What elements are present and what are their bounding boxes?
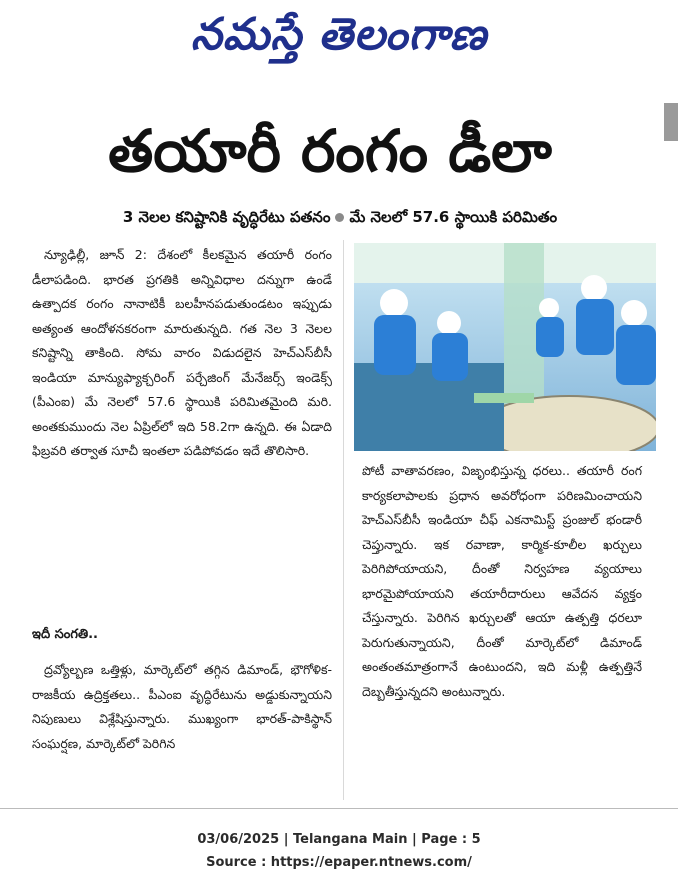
article-section-paragraph: ద్రవ్యోల్బణ ఒత్తిళ్లు, మార్కెట్‌లో తగ్గిన డిమాండ్, భౌగోళిక-రాజకీయ ఉద్రిక్తతలు.. పీఎంఐ వృద్ధిరేటును అడ్డుకున్నాయని నిపుణులు విశ్లేషిస్తున్నారు. ముఖ్యంగా భారత్-పాకిస్థాన్ సంఘర్షణ, మార్కెట్‌లో పెరిగిన (32, 662, 332, 751)
headline: తయారీ రంగం డీలా (108, 117, 552, 185)
column-divider (343, 240, 344, 800)
page-edge-tab (664, 103, 678, 141)
subhead-part-2: మే నెలలో 57.6 స్థాయికి పరిమితం (349, 208, 558, 226)
article-section-column (32, 658, 332, 756)
subhead-part-1: 3 నెలల కనిష్టానికి వృద్ధిరేటు పతనం (122, 208, 331, 226)
section-heading: ఇదీ సంగతి.. (32, 627, 98, 642)
footer-divider (0, 808, 678, 809)
subheadline (20, 204, 660, 230)
article-right-column (362, 459, 642, 704)
article-lead-paragraph: న్యూఢిల్లీ, జూన్ 2: దేశంలో కీలకమైన తయారీ రంగం డీలాపడింది. భారత ప్రగతికి అన్నివిధాల దన్నుగా ఉండే ఉత్పాదక రంగం నానాటికీ బలహీనపడుతుండటం ఇప్పుడు అత్యంత ఆందోళనకరంగా మారుతున్నది. గత నెల 3 నెలల కనిష్టాన్ని తాకింది. సోమ వారం విడుదలైన హెచ్‌ఎస్‌బీసీ ఇండియా మాన్యుఫ్యాక్చరింగ్ పర్చేజింగ్ మేనేజర్స్ ఇండెక్స్ (పీఎంఐ) మే నెలలో 57.6 స్థాయికి పరిమితమైంది మరి. అంతకుముందు నెల ఏప్రిల్‌లో ఇది 58.2గా ఉన్నది. ఈ ఏడాది ఫిబ్రవరి తర్వాత సూచీ ఇంతలా పడిపోవడం ఇదే తొలిసారి. (32, 247, 332, 458)
masthead-logo: నమస్తే తెలంగాణ (190, 9, 488, 60)
footer-source: Source : https://epaper.ntnews.com/ (206, 855, 472, 870)
article-right-paragraph: పోటీ వాతావరణం, విజృంభిస్తున్న ధరలు.. తయారీ రంగ కార్యకలాపాలకు ప్రధాన అవరోధంగా పరిణమించాయని హెచ్‌ఎస్‌బీసీ ఇండియా చీఫ్ ఎకనామిస్ట్ ప్రంజుల్ భండారీ చెప్తున్నారు. ఇక రవాణా, కార్మిక-కూలీల ఖర్చులు పెరిగిపోయాయని, దీంతో నిర్వహణ వ్యయాలు భారమైపోయాయని తయారీదారులు ఆవేదన వ్యక్తం చేస్తున్నారు. పెరిగిన ఖర్చులతో ఆయా ఉత్పత్తి ధరలూ పెరుగుతున్నాయని, దీంతో మార్కెట్‌లో డిమాండ్ అంతంతమాత్రంగానే ఉంటుందని, ఇది మళ్లీ ఉత్పత్తినే దెబ్బతీస్తున్నదని అంటున్నారు. (362, 463, 642, 699)
article-lead-column (32, 243, 332, 464)
factory-workers-photo (354, 243, 656, 451)
bullet-dot-icon (335, 213, 344, 222)
footer-date-edition: 03/06/2025 | Telangana Main | Page : 5 (197, 832, 481, 847)
